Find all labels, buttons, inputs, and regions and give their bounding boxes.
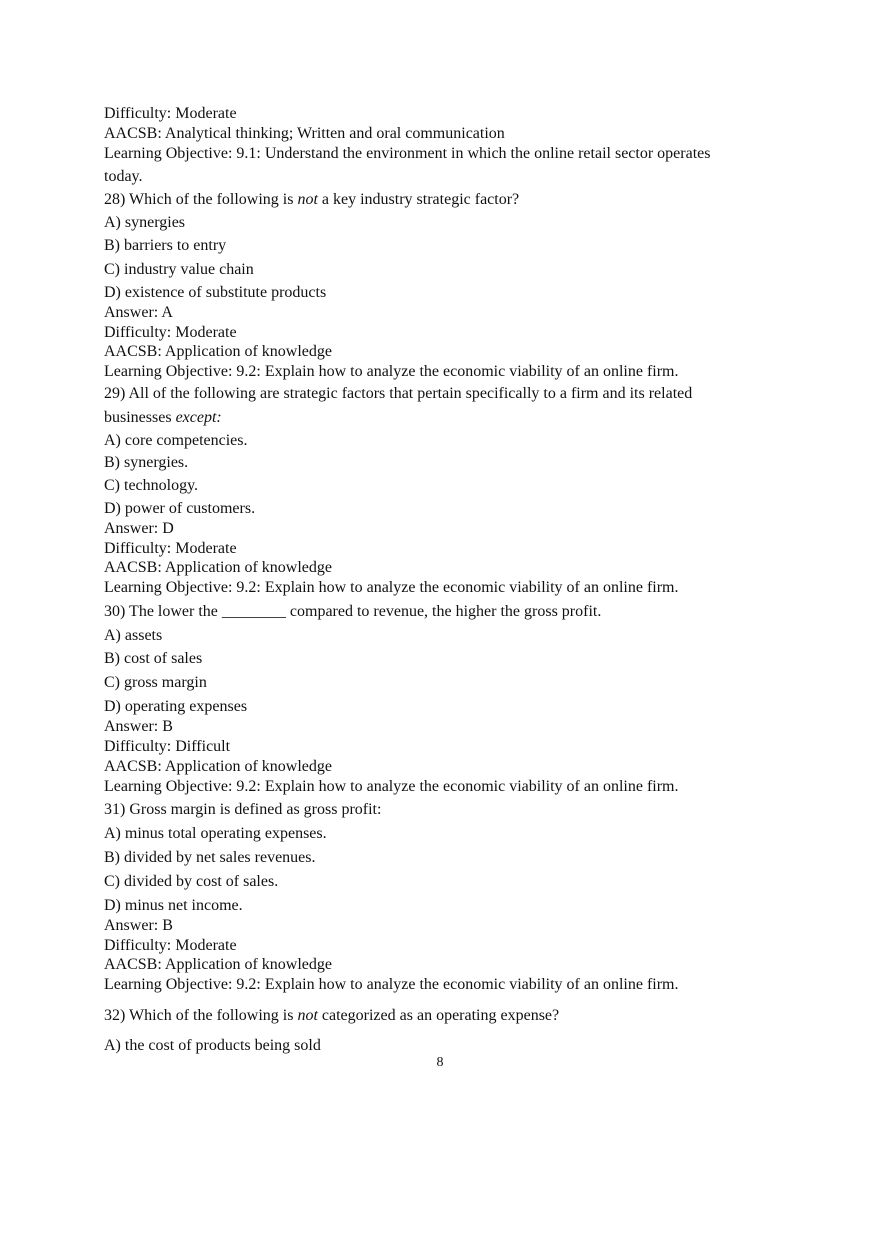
text-line [104, 519, 174, 539]
text-line [104, 104, 237, 124]
text-line [104, 431, 247, 451]
text-line [104, 975, 679, 995]
text-line [104, 362, 679, 382]
text-line [104, 757, 332, 777]
line-text: 29) All of the following are strategic factors that pertain specifically to a firm and its related [104, 385, 693, 402]
line-text: Difficulty: Moderate [104, 540, 237, 557]
line-text: B) divided by net sales revenues. [104, 849, 316, 866]
line-text: D) existence of substitute products [104, 284, 327, 301]
text-line [104, 303, 173, 323]
line-text: Answer: B [104, 718, 173, 735]
text-line [104, 124, 505, 144]
text-line [104, 777, 679, 797]
line-text: A) assets [104, 627, 163, 644]
line-text: A) the cost of products being sold [104, 1037, 321, 1054]
text-line [104, 673, 207, 693]
line-text: C) divided by cost of sales. [104, 873, 279, 890]
text-line [104, 1006, 559, 1026]
text-line [104, 558, 332, 578]
line-text: C) technology. [104, 477, 199, 494]
line-text: Difficulty: Moderate [104, 324, 237, 341]
text-line [104, 697, 247, 717]
text-line [104, 539, 237, 559]
text-line [104, 476, 198, 496]
line-text: AACSB: Application of knowledge [104, 559, 332, 576]
line-text: AACSB: Analytical thinking; Written and oral communication [104, 125, 505, 142]
line-text: Answer: A [104, 304, 173, 321]
line-text: Difficulty: Difficult [104, 738, 231, 755]
text-line [104, 626, 162, 646]
text-line [104, 1036, 321, 1056]
line-text: today. [104, 168, 143, 185]
page-number: 8 [436, 1055, 444, 1070]
line-text: 31) Gross margin is defined as gross profit: [104, 801, 382, 818]
emphasis-text: except: [175, 409, 222, 426]
text-line [104, 342, 332, 362]
line-text: Learning Objective: 9.2: Explain how to analyze the economic viability of an online firm. [104, 363, 679, 380]
line-text: AACSB: Application of knowledge [104, 758, 332, 775]
line-text: B) cost of sales [104, 650, 203, 667]
text-line [104, 737, 230, 757]
line-text: a key industry strategic factor? [317, 191, 520, 208]
emphasis-text: not [297, 1007, 318, 1024]
text-line [104, 144, 710, 164]
line-text: Learning Objective: 9.2: Explain how to analyze the economic viability of an online firm. [104, 579, 679, 596]
text-line [104, 499, 255, 519]
line-text: A) synergies [104, 214, 186, 231]
text-line [104, 578, 679, 598]
text-line [104, 323, 237, 343]
text-line [104, 800, 381, 820]
emphasis-text: not [297, 191, 318, 208]
text-line [104, 384, 692, 404]
line-text: AACSB: Application of knowledge [104, 956, 332, 973]
line-text: 28) Which of the following is [104, 191, 298, 208]
line-text: 30) The lower the ________ compared to revenue, the higher the gross profit. [104, 603, 602, 620]
text-line [104, 602, 601, 622]
text-line [104, 453, 188, 473]
text-line [104, 872, 278, 892]
line-text: AACSB: Application of knowledge [104, 343, 332, 360]
text-line [104, 236, 226, 256]
line-text: Difficulty: Moderate [104, 105, 237, 122]
line-text: A) core competencies. [104, 432, 248, 449]
text-line [104, 824, 327, 844]
line-text: C) gross margin [104, 674, 207, 691]
text-line [104, 190, 519, 210]
line-text: D) operating expenses [104, 698, 248, 715]
line-text: Difficulty: Moderate [104, 937, 237, 954]
text-line [104, 936, 237, 956]
line-text: D) minus net income. [104, 897, 243, 914]
line-text: categorized as an operating expense? [317, 1007, 560, 1024]
text-line [104, 283, 326, 303]
line-text: B) barriers to entry [104, 237, 227, 254]
text-line [104, 955, 332, 975]
text-line [104, 916, 173, 936]
line-text: D) power of customers. [104, 500, 256, 517]
line-text: Learning Objective: 9.2: Explain how to analyze the economic viability of an online firm. [104, 778, 679, 795]
line-text: Learning Objective: 9.1: Understand the environment in which the online retail sector operates [104, 145, 711, 162]
text-line [104, 717, 173, 737]
line-text: B) synergies. [104, 454, 189, 471]
line-text: Answer: B [104, 917, 173, 934]
line-text: Learning Objective: 9.2: Explain how to analyze the economic viability of an online firm. [104, 976, 679, 993]
line-text: A) minus total operating expenses. [104, 825, 327, 842]
text-line [104, 260, 254, 280]
text-line [104, 408, 222, 428]
text-line [104, 848, 316, 868]
line-text: C) industry value chain [104, 261, 254, 278]
text-line [104, 213, 185, 233]
line-text: Answer: D [104, 520, 174, 537]
text-line [104, 167, 143, 187]
text-line [104, 649, 202, 669]
line-text: businesses [104, 409, 176, 426]
line-text: 32) Which of the following is [104, 1007, 298, 1024]
text-line [104, 896, 243, 916]
